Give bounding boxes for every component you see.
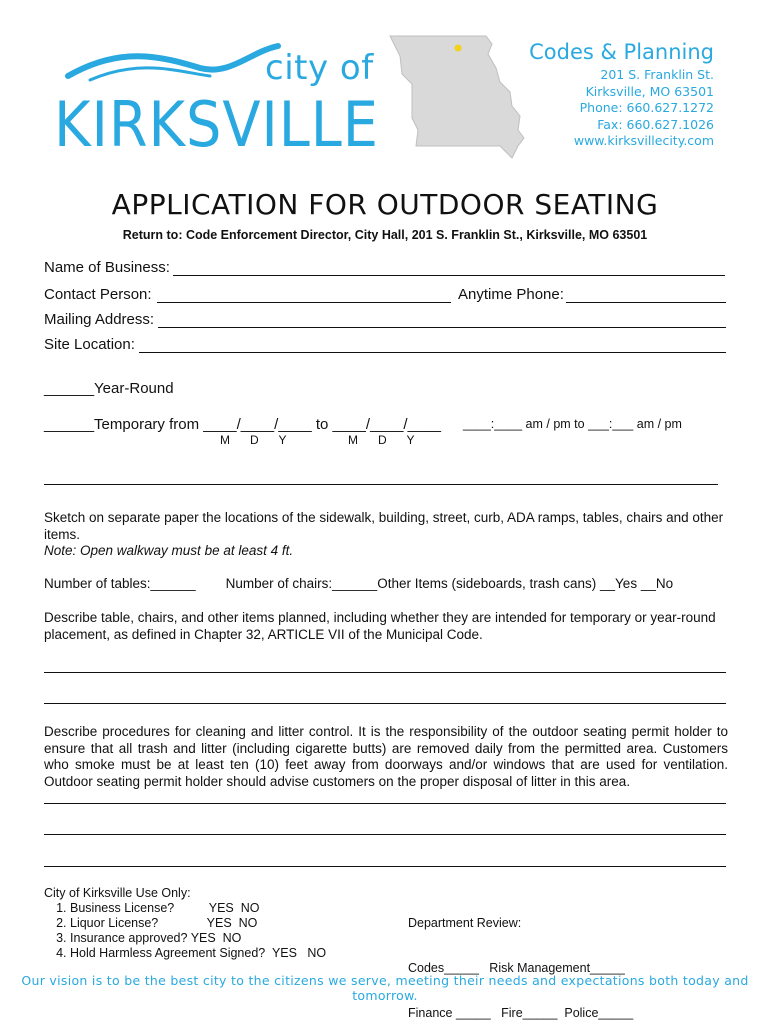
phone-line-field [566, 302, 726, 303]
business-field[interactable] [44, 259, 728, 276]
contact-label: Contact Person: [44, 286, 152, 303]
office-use-heading: City of Kirksville Use Only: [44, 886, 191, 900]
office-item: 3. Insurance approved? YES NO [70, 931, 404, 946]
city-logo [50, 36, 390, 161]
phone-line: Phone: 660.627.1272 [579, 100, 714, 115]
describe-cleaning: Describe procedures for cleaning and litter control. It is the responsibility of the outdoor seating permit holder to ensure that all trash and litter (including cigarette butts) are removed daily from the permitted area. Customers who smoke must be at least ten (10) feet away from doorways and/or windows that are used for ventilation. Outdoor seating permit holder should advise customers on the proper disposal of litter in this area. [44, 724, 728, 789]
office-item: 4. Hold Harmless Agreement Signed? YES NO [70, 946, 404, 961]
date-to-mdy: M D Y [348, 433, 415, 447]
mailing-field[interactable] [44, 311, 728, 328]
return-to: Return to: Code Enforcement Director, City Hall, 201 S. Franklin St., Kirksville, MO 63501 [122, 228, 648, 242]
section-divider [44, 484, 718, 485]
web-line: www.kirksvillecity.com [573, 133, 714, 148]
logo-city-of: city of [265, 48, 374, 88]
review-heading: Department Review: [408, 916, 522, 930]
counts-row[interactable]: Number of tables:______ Number of chairs:______Other Items (sideboards, trash cans) __Yes __No [44, 576, 674, 591]
sketch-instructions: Sketch on separate paper the locations of the sidewalk, building, street, curb, ADA ramps, tables, chairs and other items. [44, 510, 724, 542]
business-line [173, 275, 725, 276]
vision-statement: Our vision is to be the best city to the citizens we serve, meeting their needs and expectations both today and tomorrow. [21, 973, 749, 1003]
answer-line-4[interactable] [44, 834, 726, 835]
mailing-line [158, 327, 726, 328]
site-field[interactable] [44, 336, 728, 353]
department-review-block [408, 886, 728, 1036]
address-line-1: 201 S. Franklin St. [600, 67, 714, 82]
site-line [139, 352, 726, 353]
answer-line-1[interactable] [44, 672, 726, 673]
temporary-option[interactable]: ______Temporary from ____/____/____ to ____/____/____ [44, 416, 441, 433]
anytime-phone-label: Anytime Phone: [458, 286, 564, 303]
contact-field[interactable] [44, 286, 728, 303]
site-label: Site Location: [44, 336, 135, 353]
office-item: 2. Liquor License? YES NO [70, 916, 404, 931]
missouri-map-icon [388, 34, 528, 164]
logo-kirksville: KIRKSVILLE [54, 88, 379, 161]
answer-line-2[interactable] [44, 703, 726, 704]
contact-block [529, 40, 714, 150]
year-round-option[interactable]: ______Year-Round [44, 380, 174, 397]
form-title: APPLICATION FOR OUTDOOR SEATING [111, 188, 659, 221]
fax-line: Fax: 660.627.1026 [597, 116, 714, 132]
office-use-block [44, 886, 404, 961]
address-line-2: Kirksville, MO 63501 [585, 83, 714, 99]
mailing-label: Mailing Address: [44, 311, 155, 328]
date-from-mdy: M D Y [220, 433, 287, 447]
review-line-1: Codes_____ Risk Management_____ [408, 961, 625, 975]
business-label: Name of Business: [44, 259, 170, 276]
walkway-note: Note: Open walkway must be at least 4 ft. [44, 543, 294, 558]
dept-name: Codes & Planning [529, 40, 714, 64]
time-range[interactable]: ____:____ am / pm to ___:___ am / pm [463, 417, 682, 431]
contact-line [157, 302, 451, 303]
office-item: 1. Business License? YES NO [70, 901, 404, 916]
review-line-2: Finance _____ Fire_____ Police_____ [408, 1006, 634, 1020]
answer-line-5[interactable] [44, 866, 726, 867]
answer-line-3[interactable] [44, 803, 726, 804]
describe-items: Describe table, chairs, and other items planned, including whether they are intended for temporary or year-round placement, as defined in Chapter 32, ARTICLE VII of the Municipal Code. [44, 610, 716, 642]
